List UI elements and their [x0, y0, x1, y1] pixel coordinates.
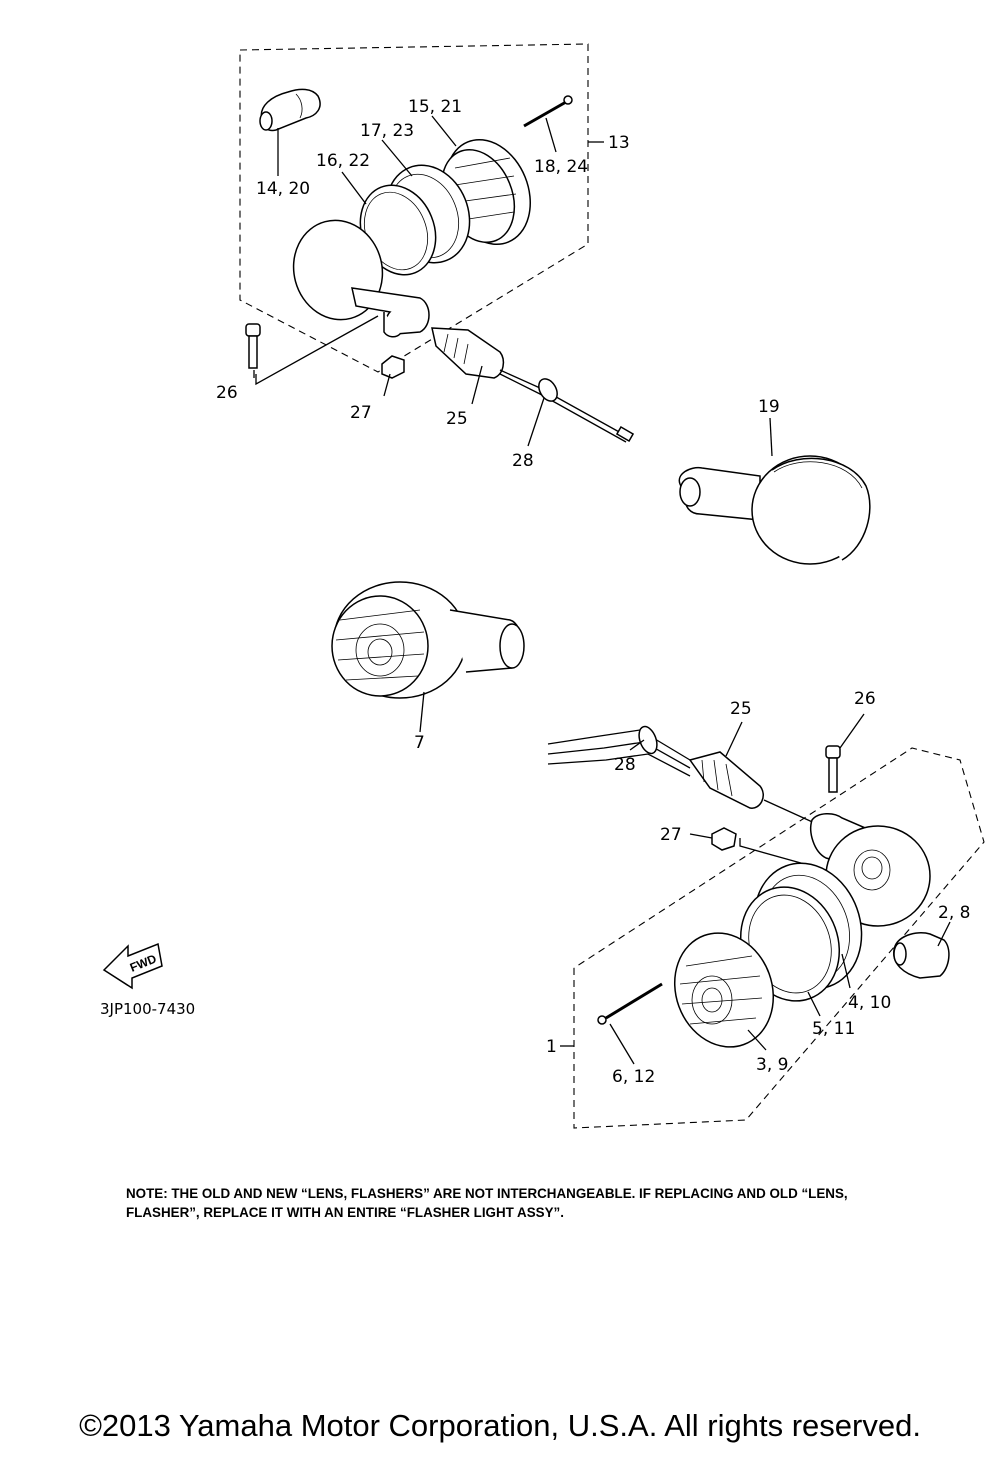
callout-4-10: 4, 10 — [848, 993, 892, 1013]
bolt-top — [246, 324, 260, 368]
callout-18-24: 18, 24 — [534, 157, 589, 177]
callout-3-9: 3, 9 — [756, 1055, 789, 1075]
nut-top — [382, 356, 404, 378]
callout-2-8: 2, 8 — [938, 903, 971, 923]
flasher-assembly-19 — [679, 456, 870, 564]
wire-top — [500, 370, 633, 442]
callout-14-20: 14, 20 — [256, 179, 311, 199]
fwd-arrow — [104, 944, 162, 988]
callout-25-bottom: 25 — [730, 699, 752, 719]
grommet-bottom — [690, 752, 763, 808]
callout-27-top: 27 — [350, 403, 372, 423]
callout-6-12: 6, 12 — [612, 1067, 656, 1087]
callout-13: 13 — [608, 133, 630, 153]
callout-28-bottom: 28 — [614, 755, 636, 775]
drawing-code: 3JP100-7430 — [100, 1000, 196, 1018]
interchangeability-note: NOTE: THE OLD AND NEW “LENS, FLASHERS” ARE NOT INTERCHANGEABLE. IF REPLACING AND OLD “LENS, FLASHER”, REPLACE IT WITH AN ENTIRE “FLASHER LIGHT ASSY”. — [126, 1186, 848, 1220]
screw-top — [524, 96, 572, 126]
callout-1: 1 — [546, 1037, 557, 1057]
screw-bottom — [598, 984, 662, 1024]
grommet-top — [432, 328, 503, 378]
callout-17-23: 17, 23 — [360, 121, 415, 141]
bolt-bottom — [826, 746, 840, 792]
callout-15-21: 15, 21 — [408, 97, 463, 117]
callout-16-22: 16, 22 — [316, 151, 371, 171]
callout-25-top: 25 — [446, 409, 468, 429]
copyright-footer: ©2013 Yamaha Motor Corporation, U.S.A. All rights reserved. — [79, 1408, 921, 1443]
fwd-label: FWD — [127, 951, 159, 975]
callout-26-bottom: 26 — [854, 689, 876, 709]
flasher-assembly-7 — [332, 582, 524, 698]
callout-28-top: 28 — [512, 451, 534, 471]
nut-bottom — [712, 828, 736, 850]
callout-7: 7 — [414, 733, 425, 753]
callout-5-11: 5, 11 — [812, 1019, 856, 1039]
callout-19: 19 — [758, 397, 780, 417]
bulb-top — [260, 89, 320, 130]
callout-27-bottom: 27 — [660, 825, 682, 845]
callout-26-top: 26 — [216, 383, 238, 403]
